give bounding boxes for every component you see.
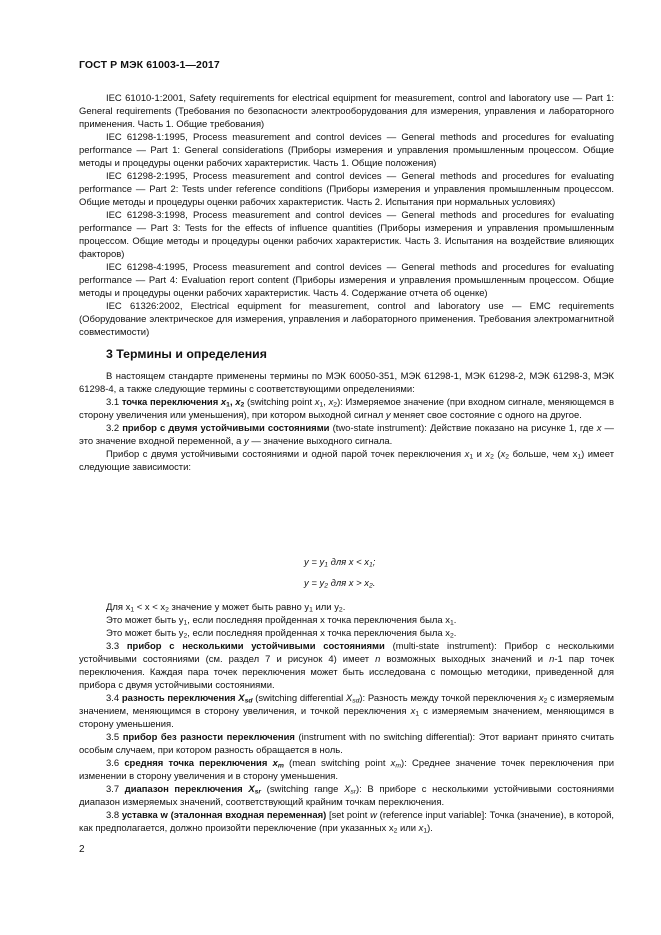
condition-line: Для $x_1 < x < x_2$ значение y может быть равно $y_1$ или $y_2$. (106, 602, 346, 614)
reference-item: IEC 61326:2002, Electrical equipment for measurement, control and laboratory use — EMC requirements (Оборудование электрическое для измерения, управления и лабораторного применения. Требования электромагнитной совместимости) (79, 301, 614, 338)
term-3-4: 3.4 разность переключения $X_{sd}$ (switching differential $X_{sd}$): Разность между точкой переключения $x_2$ с измеряемым значением, меняющимся в сторону увеличения, и точкой переключения $x_1$ с измеряемым значением, меняющимся в сторону уменьшения. (79, 693, 615, 730)
reference-item: IEC 61298-4:1995, Process measurement and control devices — General methods and procedures for evaluating performance — Part 4: Evaluation report content (Приборы измерения и управления промышленным процессом. Общие методы и процедуры оценки рабочих характеристик. Часть 4. Содержание отчета об оценке) (79, 262, 614, 299)
term-title: прибор с двумя устойчивыми состояниями (122, 423, 330, 434)
term-title: уставка w (эталонная входная переменная) (121, 810, 327, 821)
reference-item: IEC 61298-3:1998, Process measurement and control devices — General methods and procedures for evaluating performance — Part 3: Tests for the effects of influence quantities (Приборы измерения и управления промышленным процессом. Общие методы и процедуры оценки рабочих характеристик. Часть 3. Испытания на воздействие влияющих факторов) (79, 210, 614, 260)
condition-line: Это может быть $y_2$, если последняя пройденная x точка переключения была $x_2$. (106, 628, 457, 640)
formula-1: $y = y_1$ для $x < x_1$; (304, 557, 376, 569)
term-3-2: 3.2 прибор с двумя устойчивыми состояниями (two-state instrument): Действие показано на рисунке 1, где x — это значение входной переменной, а y — значение выходного сигнала. (79, 423, 614, 447)
term-3-3: 3.3 прибор с несколькими устойчивыми состояниями (multi-state instrument): Прибор с несколькими устойчивыми состояниями (см. раздел 7 и рисунок 4) имеет n возможных выходных значений и n-1 пар точек переключения. Каждая пара точек переключения может быть исследована с помощью методики, приведенной для прибора с двумя устойчивыми состояниями. (79, 641, 614, 691)
term-3-7: 3.7 диапазон переключения $X_{sr}$ (switching range $X_{sr}$): В приборе с несколькими устойчивыми состояниями диапазон измеряемых значений, соответствующий крайним точкам переключения. (79, 784, 614, 808)
term-title: прибор без разности переключения (122, 732, 295, 743)
document-header: ГОСТ Р МЭК 61003-1—2017 (79, 59, 220, 71)
term-3-1: 3.1 точка переключения $x_1$, $x_2$ (switching point $x_1$, $x_2$): Измеряемое значение (при входном сигнале, меняющемся в сторону увеличения или уменьшения), при котором выходной сигнал y меняет свое состояние с одного на другое. (79, 397, 614, 421)
reference-item: IEC 61298-1:1995, Process measurement and control devices — General methods and procedures for evaluating performance — Part 1: General considerations (Приборы измерения и управления промышленным процессом. Общие методы и процедуры оценки рабочих характеристик. Часть 1. Общие положения) (79, 132, 614, 169)
reference-item: IEC 61298-2:1995, Process measurement and control devices — General methods and procedures for evaluating performance — Part 2: Tests under reference conditions (Приборы измерения и управления промышленным процессом. Общие методы и процедуры оценки рабочих характеристик. Часть 2. Испытания при нормальных условиях) (79, 171, 614, 208)
formula-2: $y = y_2$ для $x > x_2$. (304, 578, 376, 590)
terms-block (79, 370, 614, 474)
term-3-5: 3.5 прибор без разности переключения (instrument with no switching differential): Этот вариант принято считать особым случаем, при котором разность обращается в ноль. (79, 732, 615, 756)
term-3-6: 3.6 средняя точка переключения $x_m$ (mean switching point $x_m$): Среднее значение точек переключения при изменении в сторону увеличения и в сторону уменьшения. (79, 758, 614, 782)
term-3-8: 3.8 уставка w (эталонная входная переменная) [set point w (reference input variable]: Точка (значение), в которой, как предполагается, должно произойти переключение (при указанных $x_2$ или $x_1$). (79, 810, 614, 835)
term-title: прибор с несколькими устойчивыми состояниями (126, 641, 385, 652)
term-title: средняя точка переключения $x_m$ (124, 758, 284, 770)
two-state-paragraph: Прибор с двумя устойчивыми состояниями и одной парой точек переключения $x_1$ и $x_2$ ($x_2$ больше, чем $x_1$) имеет следующие зависимости: (79, 449, 615, 473)
term-title: диапазон переключения $X_{sr}$ (124, 784, 262, 796)
intro-paragraph: В настоящем стандарте применены термины по МЭК 60050-351, МЭК 61298-1, МЭК 61298-2, МЭК 61298-3, МЭК 61298-4, а также следующие термины с соответствующими определениями: (79, 371, 614, 395)
reference-item: IEC 61010-1:2001, Safety requirements for electrical equipment for measurement, control and laboratory use — Part 1: General requirements (Требования по безопасности электрооборудования для измерения, управления и лабораторного применения. Часть 1. Общие требования) (79, 93, 614, 130)
normative-references (79, 92, 614, 339)
page-number: 2 (79, 844, 85, 855)
term-title: разность переключения $X_{sd}$ (121, 693, 253, 705)
term-title: точка переключения $x_1$, $x_2$ (121, 397, 245, 409)
section-heading: 3 Термины и определения (106, 347, 267, 361)
terms-block-continued (79, 601, 614, 835)
condition-line: Это может быть $y_1$, если последняя пройденная x точка переключения была $x_1$. (106, 615, 457, 627)
